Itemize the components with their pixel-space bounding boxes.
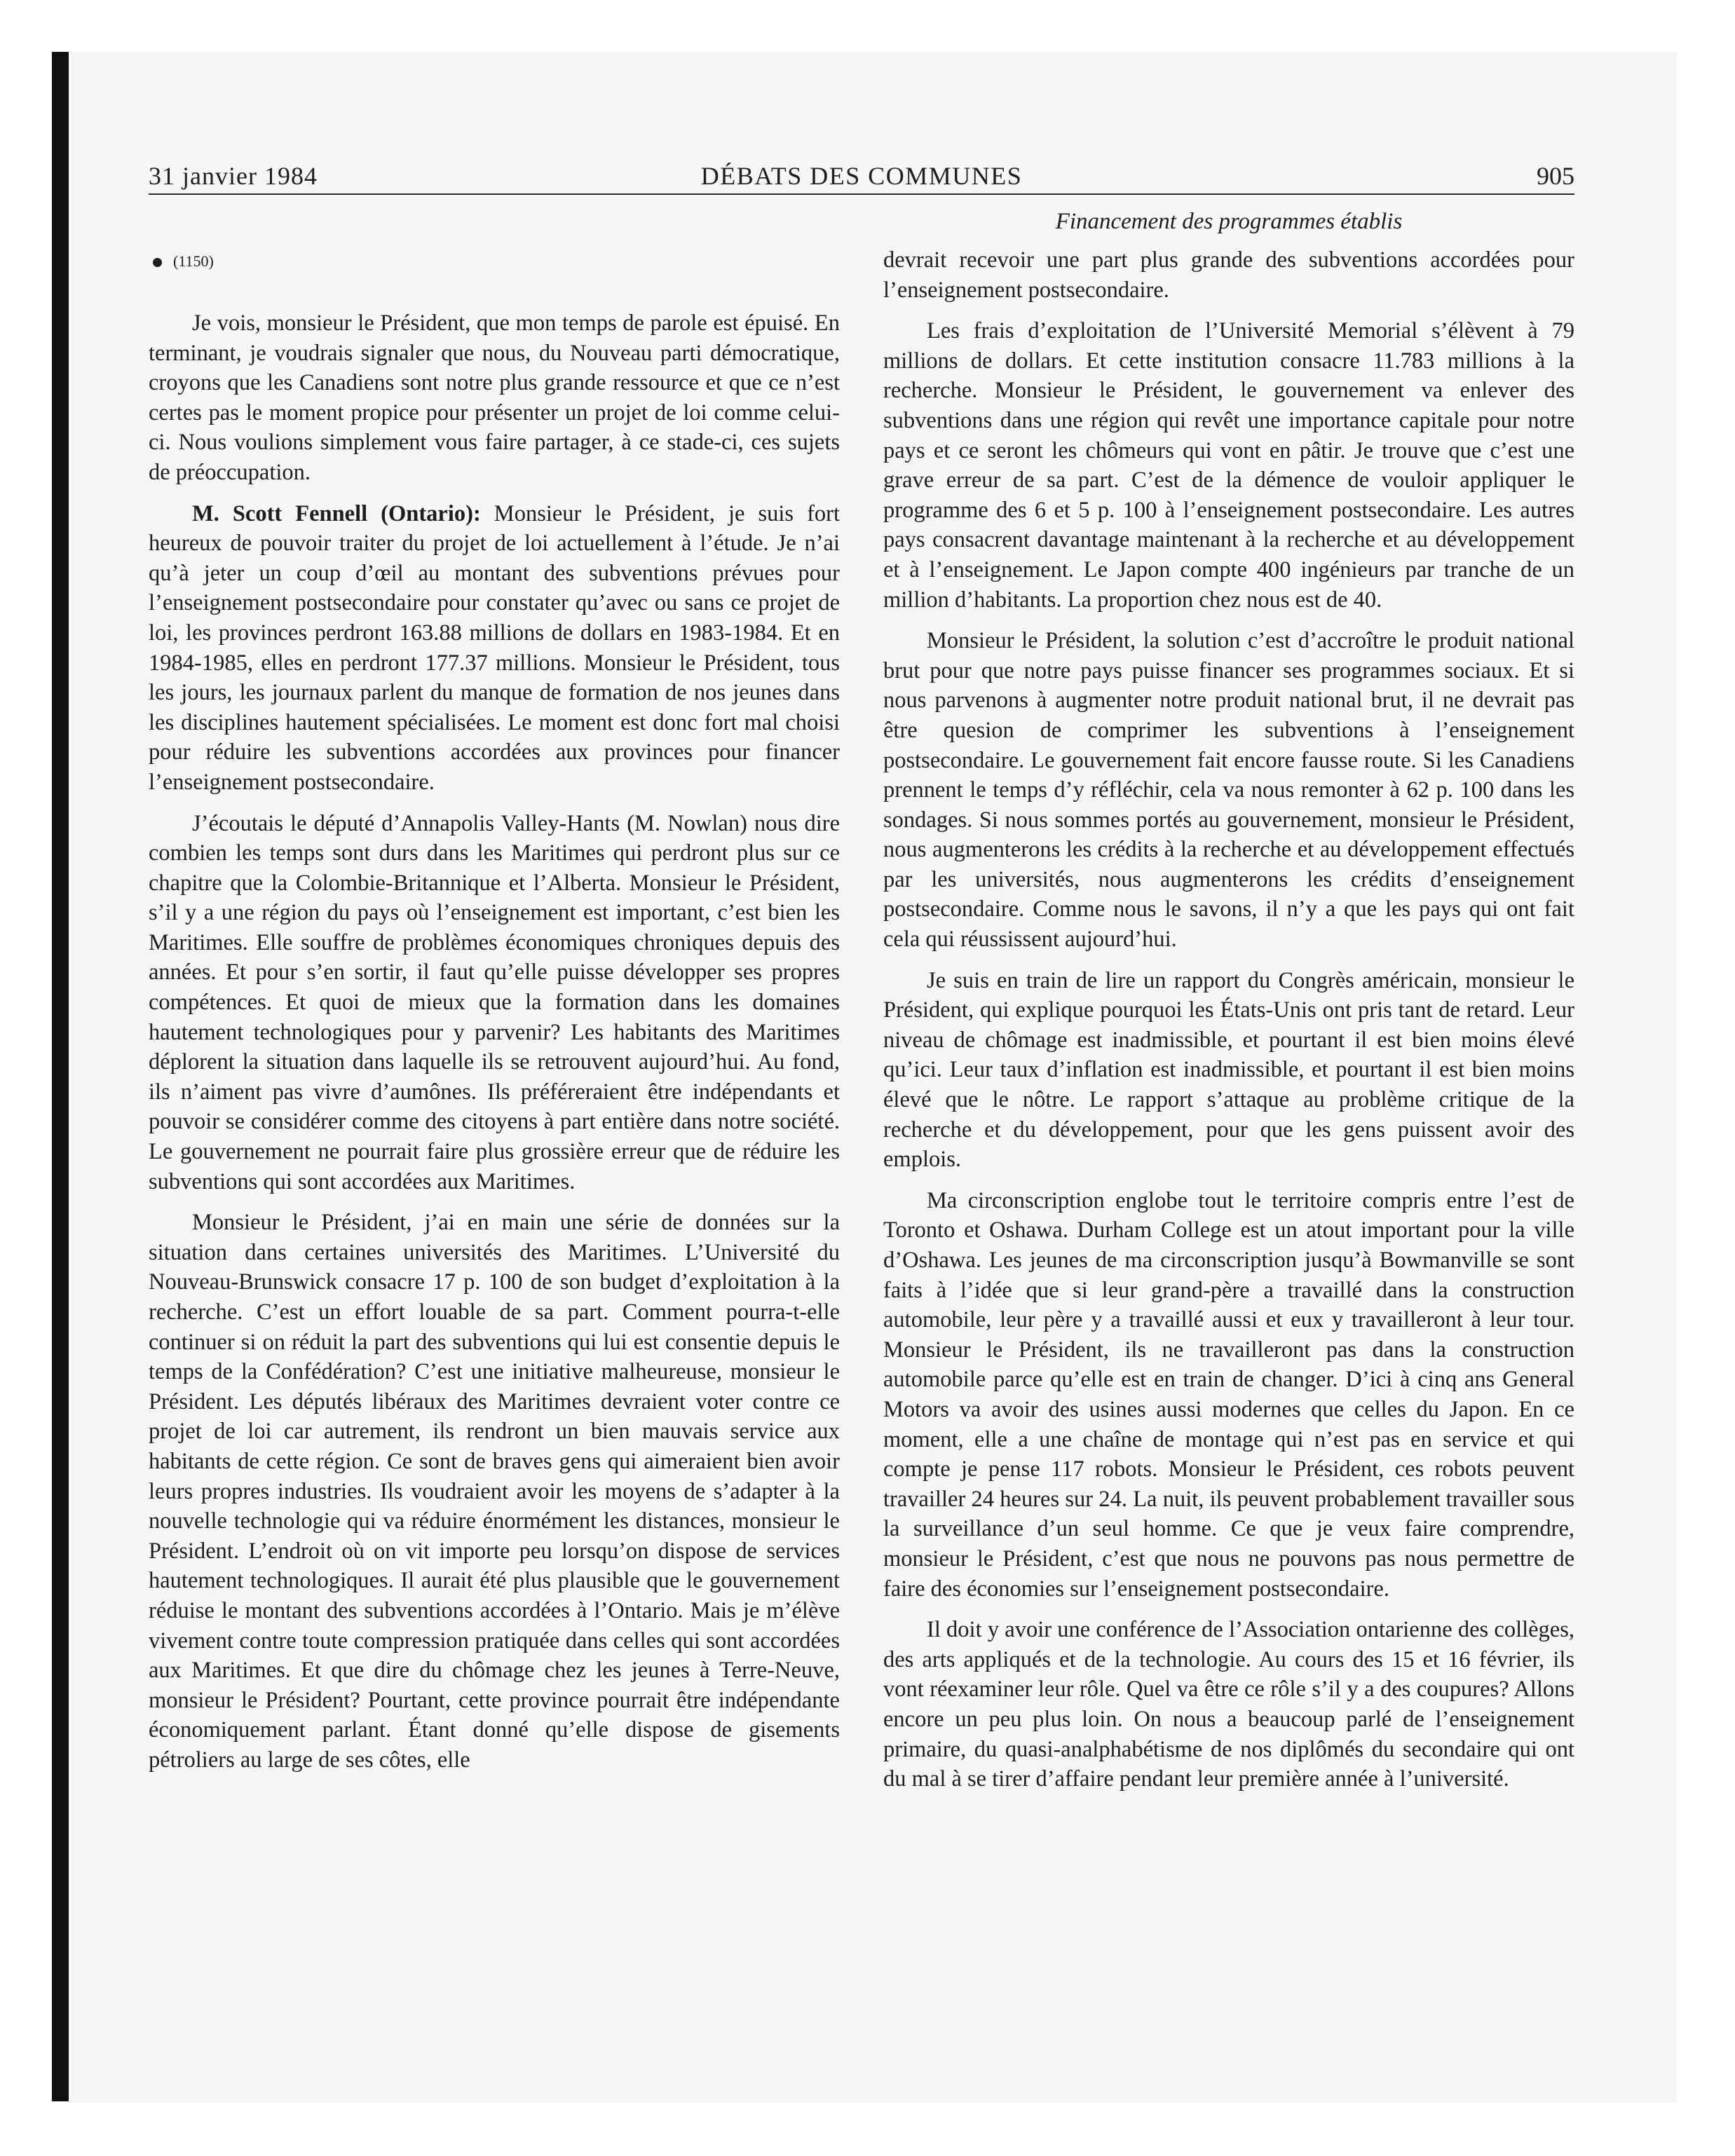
- time-marker: [149, 245, 840, 276]
- paragraph: [149, 499, 840, 798]
- paragraph-text: Monsieur le Président, je suis fort heureux de pouvoir traiter du projet de loi actuellement à l’étude. Je n’ai qu’à jeter un coup d’œil au montant des subventions prévues pour l’enseignement postsecondaire pour constater qu’avec ou sans ce projet de loi, les provinces perdront 163.88 millions de dollars en 1983-1984. Et en 1984-1985, elles en perdront 177.37 millions. Monsieur le Président, tous les jours, les journaux parlent du manque de formation de nos jeunes dans les disciplines hautement spécialisées. Le moment est donc fort mal choisi pour réduire les subventions accordées aux provinces pour financer l’enseignement postsecondaire.: [149, 500, 840, 795]
- right-column: [883, 245, 1574, 1806]
- speaker-name: M. Scott Fennell (Ontario):: [192, 500, 481, 526]
- bullet-icon: [153, 258, 162, 267]
- left-column: [149, 245, 840, 1787]
- paragraph: devrait recevoir une part plus grande des subventions accordées pour l’enseignement postsecondaire.: [883, 247, 1574, 303]
- header-date: 31 janvier 1984: [149, 162, 318, 190]
- page-header: [149, 160, 1574, 192]
- scan-edge-bar: [52, 52, 69, 2101]
- paragraph: Je vois, monsieur le Président, que mon temps de parole est épuisé. En terminant, je voudrais signaler que nous, du Nouveau parti démocratique, croyons que les Canadiens sont notre plus grande ressource et que ce n’est certes pas le moment propice pour présenter un projet de loi comme celui-ci. Nous voulions simplement vous faire partager, à ce stade-ci, ces sujets de préoccupation.: [149, 311, 840, 485]
- paragraph: Les frais d’exploitation de l’Université Memorial s’élèvent à 79 millions de dollars. Et cette institution consacre 11.783 millions à la recherche. Monsieur le Président, le gouvernement va enlever des subventions dans une région qui revêt une importance capitale pour notre pays et ce seront les chômeurs qui vont en pâtir. Je trouve que c’est une grave erreur de sa part. C’est de la démence de vouloir appliquer le programme des 6 et 5 p. 100 à l’enseignement postsecondaire. Les autres pays consacrent davantage maintenant à la recherche et au développement et à l’enseignement. Le Japon compte 400 ingénieurs par tranche de un million d’habitants. La proportion chez nous est de 40.: [883, 318, 1574, 613]
- header-title: DÉBATS DES COMMUNES: [700, 162, 1023, 190]
- page-number: 905: [1537, 162, 1574, 190]
- header-rule: [149, 193, 1574, 195]
- paragraph: Monsieur le Président, la solution c’est d’accroître le produit national brut pour que notre pays puisse financer ses programmes sociaux. Et si nous parvenons à augmenter notre produit national brut, il ne devrait pas être quesion de comprimer les subventions à l’enseignement postsecondaire. Le gouvernement fait encore fausse route. Si les Canadiens prennent le temps d’y réfléchir, cela va nous remonter à 62 p. 100 dans les sondages. Si nous sommes portés au gouvernement, monsieur le Président, nous augmenterons les crédits à la recherche et au développement effectués par les universités, nous augmenterons les crédits d’enseignement postsecondaire. Comme nous le savons, il n’y a que les pays qui ont fait cela qui réussissent aujourd’hui.: [883, 628, 1574, 953]
- paragraph: Monsieur le Président, j’ai en main une série de données sur la situation dans certaines universités des Maritimes. L’Université du Nouveau-Brunswick consacre 17 p. 100 de son budget d’exploitation à la recherche. C’est un effort louable de sa part. Comment pourra-t-elle continuer si on réduit la part des subventions qui lui est consentie depuis le temps de la Confédération? C’est une initiative malheureuse, monsieur le Président. Les députés libéraux des Maritimes devraient voter contre ce projet de loi car autrement, ils rendront un bien mauvais service aux habitants de cette région. Ce sont de braves gens qui aimeraient bien avoir leurs propres industries. Ils voudraient avoir les moyens de s’adapter à la nouvelle technologie qui va réduire énormément les distances, monsieur le Président. L’endroit où on vit importe peu lorsqu’on dispose de services hautement technologiques. Il aurait été plus plausible que le gouvernement réduise le montant des subventions accordées à l’Ontario. Mais je m’élève vivement contre toute compression pratiquée dans celles qui sont accordées aux Maritimes. Et que dire du chômage chez les jeunes à Terre-Neuve, monsieur le Président? Pourtant, cette province pourrait être indépendante économiquement parlant. Étant donné qu’elle dispose de gisements pétroliers au large de ses côtes, elle: [149, 1210, 840, 1773]
- paragraph: Ma circonscription englobe tout le territoire compris entre l’est de Toronto et Oshawa. Durham College est un atout important pour la ville d’Oshawa. Les jeunes de ma circonscription jusqu’à Bowmanville se sont faits à l’idée que si leur grand-père a travaillé dans la construction automobile, leur père y a travaillé aussi et eux y travailleront à leur tour. Monsieur le Président, ils ne travailleront pas dans la construction automobile parce qu’elle est en train de changer. D’ici à cinq ans General Motors va avoir des usines aussi modernes que celles du Japon. En ce moment, elle a une chaîne de montage qui n’est pas en service et qui compte je pense 117 robots. Monsieur le Président, ces robots peuvent travailler 24 heures sur 24. La nuit, ils peuvent probablement travailler sous la surveillance d’un seul homme. Ce que je veux faire comprendre, monsieur le Président, c’est que nous ne pouvons pas nous permettre de faire des économies sur l’enseignement postsecondaire.: [883, 1187, 1574, 1602]
- paragraph: Je suis en train de lire un rapport du Congrès américain, monsieur le Président, qui explique pourquoi les États-Unis ont pris tant de retard. Leur niveau de chômage est inadmissible, et pourtant il est bien moins élevé qu’ici. Leur taux d’inflation est inadmissible, et pourtant il est bien moins élevé que le nôtre. Le rapport s’attaque au problème critique de la recherche et du développement, pour que les gens puissent avoir des emplois.: [883, 967, 1574, 1173]
- time-marker-text: (1150): [173, 252, 214, 270]
- paragraph: Il doit y avoir une conférence de l’Association ontarienne des collèges, des arts appliqués et de la technologie. Au cours des 15 et 16 février, ils vont réexaminer leur rôle. Quel va être ce rôle s’il y a des coupures? Allons encore un peu plus loin. On nous a beaucoup parlé de l’enseignement primaire, du quasi-analphabétisme de nos diplômés du secondaire qui ont du mal à se tirer d’affaire pendant leur première année à l’université.: [883, 1617, 1574, 1792]
- paragraph: J’écoutais le député d’Annapolis Valley-Hants (M. Nowlan) nous dire combien les temps sont durs dans les Maritimes qui perdront plus sur ce chapitre que la Colombie-Britannique et l’Alberta. Monsieur le Président, s’il y a une région du pays où l’enseignement est important, c’est bien les Maritimes. Elle souffre de problèmes économiques chroniques depuis des années. Et pour s’en sortir, il faut qu’elle puisse développer ses propres compétences. Et quoi de mieux que la formation dans les domaines hautement technologiques pour y parvenir? Les habitants des Maritimes déplorent la situation dans laquelle ils se retrouvent aujourd’hui. Au fond, ils n’aiment pas vivre d’aumônes. Ils préféreraient être indépendants et pouvoir se considérer comme des citoyens à part entière dans notre société. Le gouvernement ne pourrait faire plus grossière erreur que de réduire les subventions qui sont accordées aux Maritimes.: [149, 810, 840, 1194]
- running-head: Financement des programmes établis: [1055, 209, 1403, 234]
